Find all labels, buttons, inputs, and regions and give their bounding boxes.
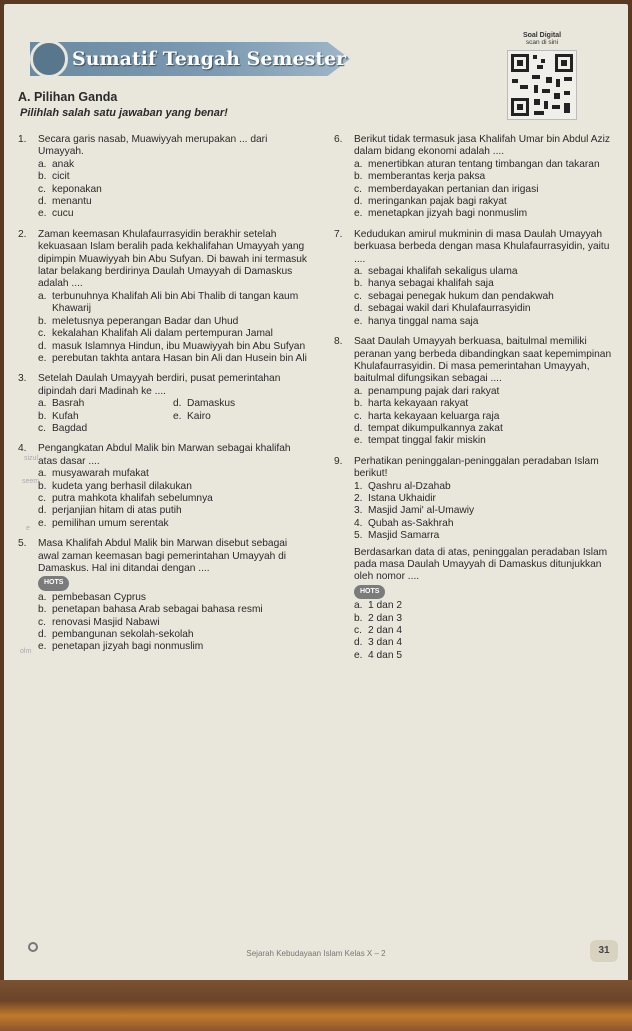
option-letter: e. [354,435,363,447]
option[interactable] [38,493,308,505]
option-letter: a. [354,600,363,612]
option-letter: d. [354,637,363,649]
option-text: cucu [52,208,74,220]
option-letter: c. [38,183,46,195]
question-number: 7. [334,228,343,240]
option[interactable] [38,328,308,340]
question [334,134,622,221]
option[interactable] [354,423,622,435]
option-text: memberantas kerja paksa [368,171,486,183]
option[interactable] [354,650,622,662]
option-letter: c. [38,328,46,340]
option-text: cicit [52,171,70,183]
question-body [354,134,622,221]
option-letter: e. [38,517,47,529]
option-letter: e. [38,641,47,653]
question-stem: Zaman keemasan Khulafaurrasyidin berakhir setelah kekuasaan Islam beralih pada kekhalifahan Umayyah yang dipimpin Muawiyyah bin Abu Sufyan. Di bawah ini termasuk latar belakang berdirinya Daulah Umayyah di Damaskus adalah .... [38,228,307,290]
option[interactable] [38,617,308,629]
option-letter: a. [354,266,363,278]
option-letter: b. [38,171,47,183]
option-letter: b. [354,398,363,410]
footer-text: Sejarah Kebudayaan Islam Kelas X – 2 [246,949,386,958]
item-text: Qashru al-Dzahab [368,480,451,492]
option-letter: b. [354,171,363,183]
option-text: 4 dan 5 [368,649,402,661]
option-letter: a. [38,591,47,603]
option[interactable] [38,411,173,423]
option-text: kekalahan Khalifah Ali dalam pertempuran Jamal [52,328,273,340]
option-text: 2 dan 3 [368,612,402,624]
option-text: meringankan pajak bagi rakyat [368,196,507,208]
option[interactable] [354,600,622,612]
question-number: 4. [18,443,27,455]
option[interactable] [354,316,622,328]
option-text: sebagai wakil dari Khulafaurrasyidin [368,303,531,315]
option-letter: c. [38,492,46,504]
option-letter: c. [354,290,362,302]
option[interactable] [38,353,308,365]
hots-badge: HOTS [354,585,385,599]
right-column [334,134,622,670]
option[interactable] [354,171,622,183]
question [18,134,308,221]
option[interactable] [38,641,308,653]
option[interactable] [38,316,308,328]
qr-label-sub: scan di sini [525,39,559,46]
options [38,159,308,221]
option-letter: b. [354,278,363,290]
question-stem: Perhatikan peninggalan-peninggalan peradaban Islam berikut! [354,455,599,480]
option-letter: d. [354,303,363,315]
question-body [38,134,308,221]
option[interactable] [354,208,622,220]
list-item [354,530,622,542]
item-text: Masjid Jami' al-Umawiy [368,505,475,517]
option-text: perebutan takhta antara Hasan bin Ali dan Husein bin Ali [52,352,307,364]
option[interactable] [173,398,308,410]
question [18,538,308,654]
options [38,291,308,365]
option-text: hanya sebagai khalifah saja [368,278,494,290]
option-text: musyawarah mufakat [52,468,149,480]
page-number: 31 [590,940,618,962]
option-letter: c. [354,625,362,637]
table-surface [0,980,632,1031]
option-text: hanya tinggal nama saja [368,315,479,327]
option[interactable] [354,196,622,208]
list-item [354,505,622,517]
item-text: Istana Ukhaidir [368,492,436,504]
option[interactable] [354,398,622,410]
margin-note: sizul [24,455,39,462]
option-text: penetapan bahasa Arab sebagai bahasa resmi [52,604,263,616]
option[interactable] [354,411,622,423]
qr-code-icon[interactable] [507,50,577,120]
option[interactable] [38,171,308,183]
option-letter: c. [354,183,362,195]
hots-badge: HOTS [38,576,69,590]
option-letter: e. [38,352,47,364]
worksheet-page [4,4,628,1006]
qr-label [506,32,578,46]
option-text: pemilihan umum serentak [52,517,169,529]
options [38,398,308,435]
option[interactable] [354,637,622,649]
item-text: Qubah as-Sakhrah [368,517,454,529]
question-number: 6. [334,134,343,145]
option[interactable] [38,592,308,604]
option-text: menantu [52,196,92,208]
option-text: sebagai khalifah sekaligus ulama [368,266,518,278]
question-number: 3. [18,373,27,385]
option-text: tempat dikumpulkannya zakat [368,422,503,434]
instruction: Pilihlah salah satu jawaban yang benar! [20,107,228,119]
option-letter: d. [173,398,182,410]
option-text: anak [52,158,75,170]
option-text: terbunuhnya Khalifah Ali bin Abi Thalib di tangan kaum Khawarij [52,290,299,315]
option-letter: d. [354,422,363,434]
option-letter: e. [354,649,363,661]
list-item [354,493,622,505]
question [18,443,308,530]
option[interactable] [354,435,622,447]
question-body [38,443,308,530]
option-text: keponakan [52,183,102,195]
question-body [38,229,308,365]
item-text: Masjid Samarra [368,530,440,542]
option-letter: a. [38,290,47,302]
option-text: pembebasan Cyprus [52,591,147,603]
option-letter: e. [354,208,363,220]
item-list [354,481,622,543]
banner-emblem-icon [30,40,68,78]
option[interactable] [38,423,173,435]
option-letter: b. [38,604,47,616]
options [354,159,622,221]
option[interactable] [38,468,308,480]
question [18,229,308,365]
option-letter: c. [38,422,46,434]
option[interactable] [38,604,308,616]
margin-note: e [26,525,30,532]
option-text: masuk Islamnya Hindun, ibu Muawiyyah bin Abu Sufyan [52,340,306,352]
option-text: kudeta yang berhasil dilakukan [52,480,192,492]
question-body [38,538,308,654]
option[interactable] [38,159,308,171]
option-text: Damaskus [187,398,236,410]
question [334,456,622,663]
option[interactable] [38,341,308,353]
option-letter: b. [38,410,47,422]
option-text: menertibkan aturan tentang timbangan dan takaran [368,158,600,170]
option-text: menetapkan jizyah bagi nonmuslim [368,208,528,220]
question-number: 5. [18,538,27,550]
option-text: sebagai penegak hukum dan pendakwah [368,290,554,302]
option-letter: a. [354,385,363,397]
option-text: pembangunan sekolah-sekolah [52,629,194,641]
option-letter: b. [38,480,47,492]
question-stem: Saat Daulah Umayyah berkuasa, baitulmal memiliki peranan yang berbeda dibandingkan saat kepemimpinan Khulafaurrasyidin. Di masa pemerintahan Umayyah, baitulmal difungsikan sebagai .... [354,336,612,385]
option-letter: a. [354,158,363,170]
option-text: tempat tinggal fakir miskin [368,435,486,447]
question-body [38,373,308,435]
option-letter: b. [354,612,363,624]
option[interactable] [38,196,308,208]
option[interactable] [38,398,173,410]
options [38,592,308,654]
question-body [354,456,622,663]
left-column [18,134,308,662]
option[interactable] [354,613,622,625]
option[interactable] [38,208,308,220]
option-text: Kufah [52,410,79,422]
item-number: 5. [354,530,363,542]
question-body [354,229,622,328]
option-letter: a. [38,158,47,170]
option-text: penetapan jizyah bagi nonmuslim [52,641,204,653]
option[interactable] [38,184,308,196]
option-text: Bagdad [52,422,88,434]
option-letter: a. [38,468,47,480]
option-text: harta kekayaan rakyat [368,398,469,410]
option-text: perjanjian hitam di atas putih [52,505,182,517]
item-number: 4. [354,517,363,529]
list-item [354,481,622,493]
item-number: 2. [354,492,363,504]
option[interactable] [354,184,622,196]
option-letter: e. [173,410,182,422]
page-title: Sumatif Tengah Semester [72,48,347,70]
question-stem: Secara garis nasab, Muawiyyah merupakan ... dari Umayyah. [38,134,268,158]
option-letter: c. [38,616,46,628]
option-letter: e. [38,208,47,220]
option-letter: c. [354,410,362,422]
option[interactable] [354,266,622,278]
option-text: memberdayakan pertanian dan irigasi [368,183,539,195]
question [334,229,622,328]
option-letter: e. [354,315,363,327]
question-stem-2: Berdasarkan data di atas, peninggalan peradaban Islam pada masa Daulah Umayyah di Damaskus ditunjukkan oleh nomor .... [354,546,608,583]
option-text: 2 dan 4 [368,625,402,637]
question-stem: Masa Khalifah Abdul Malik bin Marwan disebut sebagai awal zaman keemasan bagi pemerintahan Umayyah di Damaskus. Hal ini ditandai dengan .... [38,538,288,574]
option-text: Basrah [52,398,85,410]
option-letter: d. [38,629,47,641]
option-letter: b. [38,315,47,327]
options [354,600,622,662]
option[interactable] [354,159,622,171]
option[interactable] [354,303,622,315]
question-number: 2. [18,228,27,240]
option[interactable] [354,625,622,637]
qr-label-title: Soal Digital [522,32,562,39]
question-stem: Pengangkatan Abdul Malik bin Marwan sebagai khalifah atas dasar .... [38,443,291,467]
item-number: 1. [354,480,363,492]
option[interactable] [354,386,622,398]
list-item [354,518,622,530]
margin-note: olm [20,648,32,655]
question-number: 8. [334,336,343,348]
option[interactable] [38,291,308,316]
option-text: harta kekayaan keluarga raja [368,410,500,422]
options [354,266,622,328]
question [18,373,308,435]
question-body [354,336,622,448]
option-text: meletusnya peperangan Badar dan Uhud [52,315,239,327]
option-letter: d. [354,196,363,208]
option-letter: d. [38,505,47,517]
option-letter: d. [38,196,47,208]
option-text: penampung pajak dari rakyat [368,385,500,397]
options [38,468,308,530]
question-stem: Kedudukan amirul mukminin di masa Daulah Umayyah berkuasa berbeda dengan masa Khulafaurrasyidin, yaitu .... [354,228,610,265]
option-text: renovasi Masjid Nabawi [52,616,160,628]
option[interactable] [38,518,308,530]
question-number: 1. [18,134,27,145]
options [354,386,622,448]
option-text: Kairo [187,410,211,422]
option[interactable] [354,291,622,303]
option-text: putra mahkota khalifah sebelumnya [52,492,213,504]
option-text: 1 dan 2 [368,600,402,612]
option[interactable] [38,629,308,641]
option-letter: a. [38,398,47,410]
question [334,336,622,448]
section-heading: A. Pilihan Ganda [18,90,118,104]
option[interactable] [354,278,622,290]
question-stem: Berikut tidak termasuk jasa Khalifah Umar bin Abdul Aziz dalam bidang ekonomi adalah .... [354,134,610,158]
item-number: 3. [354,505,363,517]
option[interactable] [38,481,308,493]
option-text: 3 dan 4 [368,637,402,649]
option[interactable] [173,411,308,423]
question-number: 9. [334,455,343,467]
margin-note: seem [22,478,40,485]
question-stem: Setelah Daulah Umayyah berdiri, pusat pemerintahan dipindah dari Madinah ke .... [38,373,281,397]
option[interactable] [38,505,308,517]
option-letter: d. [38,340,47,352]
